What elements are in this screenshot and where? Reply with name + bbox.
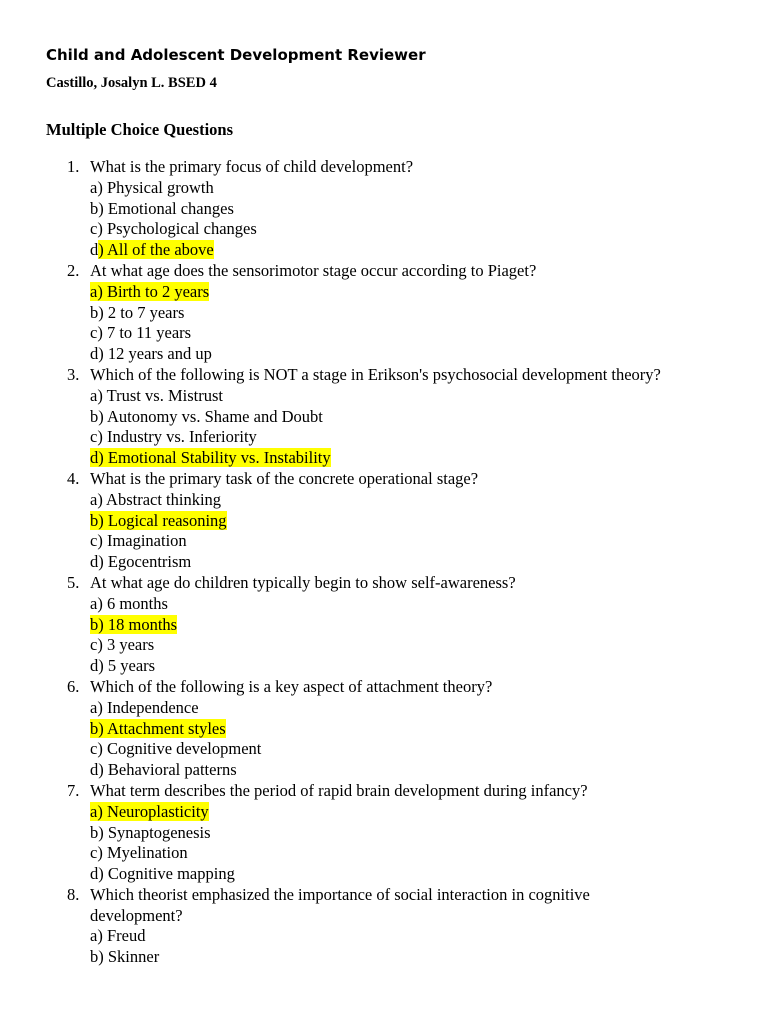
answer-option: a) Trust vs. Mistrust: [90, 385, 223, 405]
highlighted-answer: ) All of the above: [98, 240, 214, 260]
question-number: 8.: [67, 884, 80, 904]
question-number: 4.: [67, 468, 80, 488]
answer-option: a) Abstract thinking: [90, 489, 222, 509]
answer-option-highlighted: [90, 615, 728, 636]
question-list: [0, 157, 768, 968]
author-line: Castillo, Josalyn L. BSED 4: [46, 75, 217, 91]
highlighted-answer: a) Neuroplasticity: [90, 801, 209, 821]
answer-option: b) Autonomy vs. Shame and Doubt: [90, 406, 323, 426]
question-item: [0, 157, 768, 261]
answer-option-highlighted: [90, 802, 728, 823]
question-text: Which of the following is NOT a stage in Erikson's psychosocial development theory?: [90, 364, 661, 384]
answer-option-highlighted: [90, 240, 728, 261]
question-text: What is the primary task of the concrete operational stage?: [90, 468, 479, 488]
question-item: [0, 677, 768, 781]
document-title: Child and Adolescent Development Reviewer: [46, 46, 426, 64]
question-item: [0, 469, 768, 573]
question-item: [0, 885, 768, 968]
highlighted-answer: b) Logical reasoning: [90, 510, 227, 530]
question-text: At what age does the sensorimotor stage occur according to Piaget?: [90, 260, 537, 280]
highlighted-answer: b) 18 months: [90, 614, 178, 634]
answer-option-highlighted: [90, 448, 728, 469]
question-text: What is the primary focus of child development?: [90, 157, 414, 176]
answer-option: c) Industry vs. Inferiority: [90, 427, 257, 447]
question-number: 6.: [67, 676, 80, 696]
answer-option: a) 6 months: [90, 593, 168, 613]
question-number: 3.: [67, 364, 80, 384]
answer-option: b) Synaptogenesis: [90, 822, 211, 842]
question-item: [0, 573, 768, 677]
question-item: [0, 781, 768, 885]
section-heading: Multiple Choice Questions: [46, 120, 234, 139]
question-text: At what age do children typically begin to show self-awareness?: [90, 572, 516, 592]
question-item: [0, 365, 768, 469]
answer-option: c) Cognitive development: [90, 739, 262, 759]
option-prefix: d: [90, 240, 99, 260]
answer-option: c) Psychological changes: [90, 219, 257, 239]
highlighted-answer: b) Attachment styles: [90, 718, 226, 738]
question-number: 7.: [67, 780, 80, 800]
answer-option: b) 2 to 7 years: [90, 302, 185, 322]
answer-option: a) Physical growth: [90, 177, 214, 197]
answer-option: c) 3 years: [90, 635, 155, 655]
question-text: Which theorist emphasized the importance of social interaction in cognitive development?: [90, 884, 590, 925]
answer-option-highlighted: [90, 719, 728, 740]
answer-option-highlighted: [90, 511, 728, 532]
answer-option: b) Emotional changes: [90, 198, 234, 218]
answer-option: b) Skinner: [90, 947, 160, 967]
answer-option-highlighted: [90, 282, 728, 303]
answer-option: c) Myelination: [90, 843, 188, 863]
question-text: What term describes the period of rapid brain development during infancy?: [90, 780, 588, 800]
highlighted-answer: d) Emotional Stability vs. Instability: [90, 448, 331, 468]
answer-option: a) Independence: [90, 697, 199, 717]
question-item: [0, 261, 768, 365]
answer-option: d) Behavioral patterns: [90, 760, 237, 780]
question-number: 5.: [67, 572, 80, 592]
answer-option: c) 7 to 11 years: [90, 323, 192, 343]
answer-option: a) Freud: [90, 926, 146, 946]
question-number: 1.: [67, 157, 80, 176]
answer-option: d) 5 years: [90, 656, 156, 676]
answer-option: d) Cognitive mapping: [90, 864, 235, 884]
answer-option: c) Imagination: [90, 531, 187, 551]
question-text: Which of the following is a key aspect of attachment theory?: [90, 676, 493, 696]
answer-option: d) 12 years and up: [90, 344, 212, 364]
highlighted-answer: a) Birth to 2 years: [90, 281, 210, 301]
question-number: 2.: [67, 260, 80, 280]
answer-option: d) Egocentrism: [90, 552, 192, 572]
